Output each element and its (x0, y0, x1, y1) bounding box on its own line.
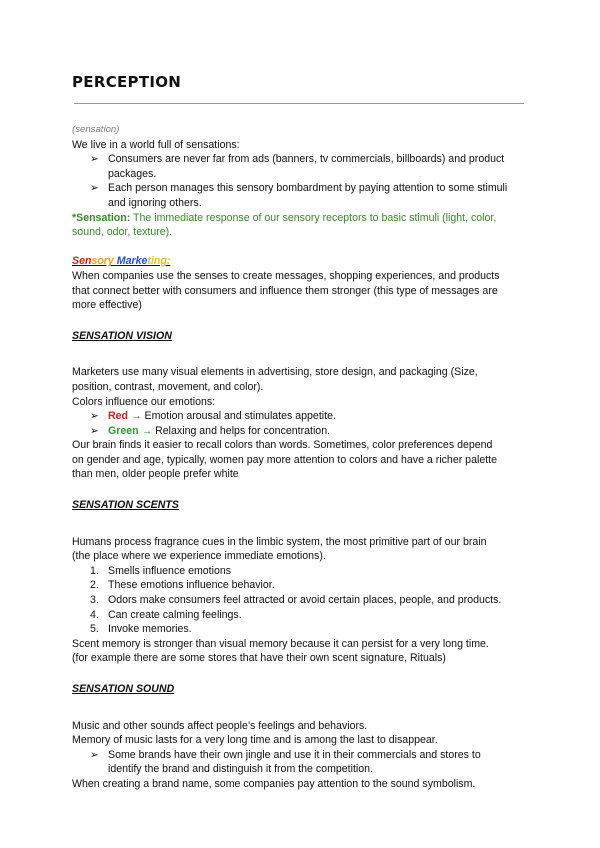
list-item (72, 564, 528, 579)
paragraph-line: that connect better with consumers and influence them stronger (this type of messages are (72, 284, 498, 297)
heading-part: Sen (72, 255, 92, 268)
list-item (72, 622, 528, 637)
right-arrow-icon: → (141, 424, 153, 437)
section-heading-sound: SENSATION SOUND (72, 683, 175, 695)
section-heading-vision: SENSATION VISION (72, 329, 172, 342)
paragraph-line: Colors influence our emotions: (72, 395, 216, 408)
right-arrow-icon: → (130, 410, 142, 423)
bullet-text: Some brands have their own jingle and use it in their commercials and stores to (108, 748, 481, 761)
paragraph-line: Humans process fragrance cues in the limbic system, the most primitive part of our brain (72, 535, 487, 548)
color-label-red: Red (108, 410, 129, 423)
paragraph-line: more effective) (72, 299, 142, 312)
paragraph-line: Music and other sounds affect people’s feelings and behaviors. (72, 719, 368, 732)
heading-part: Marke (116, 255, 148, 268)
definition (72, 211, 528, 226)
paragraph-line: Memory of music lasts for a very long time and is among the last to disappear. (72, 734, 438, 747)
document-body (72, 123, 528, 792)
color-label-green: Green (108, 424, 139, 437)
arrow-bullet-icon: ➢ (90, 748, 99, 761)
paragraph-line: When companies use the senses to create messages, shopping experiences, and products (72, 269, 500, 282)
list-text: Can create calming feelings. (108, 608, 242, 621)
arrow-bullet-icon: ➢ (90, 410, 99, 423)
list-text: These emotions influence behavior. (108, 579, 275, 592)
heading-part: ting: (147, 255, 171, 268)
paragraph-line: When creating a brand name, some companies pay attention to the sound symbolism. (72, 777, 476, 790)
section-heading-scents: SENSATION SCENTS (72, 499, 179, 512)
list-number: 3. (90, 594, 99, 607)
list-item (72, 608, 528, 623)
bullet-text: identify the brand and distinguish it from the competition. (108, 763, 373, 776)
bullet-item (72, 181, 528, 210)
paragraph-line: on gender and age, typically, women pay more attention to colors and have a richer palette (72, 453, 497, 466)
definition-text: The immediate response of our sensory receptors to basic stimuli (light, color, (130, 211, 497, 224)
bullet-text: Each person manages this sensory bombardment by paying attention to some stimuli (108, 182, 508, 195)
definition-label: *Sensation: (72, 211, 131, 224)
paragraph-line: We live in a world full of sensations: (72, 138, 240, 151)
paragraph-line: position, contrast, movement, and color). (72, 380, 264, 393)
list-number: 2. (90, 579, 99, 592)
list-text: Invoke memories. (108, 623, 192, 636)
list-number: 5. (90, 623, 99, 636)
paragraph-line: Marketers use many visual elements in advertising, store design, and packaging (Size, (72, 366, 478, 379)
bullet-text: Relaxing and helps for concentration. (155, 424, 331, 437)
bullet-text: and ignoring others. (108, 196, 202, 209)
arrow-bullet-icon: ➢ (90, 424, 99, 437)
list-number: 1. (90, 564, 99, 577)
bullet-text: Consumers are never far from ads (banners, tv commercials, billboards) and product (108, 153, 505, 166)
sensory-marketing-heading (72, 254, 528, 269)
heading-part: sory (91, 255, 114, 268)
definition-text: sound, odor, texture). (72, 226, 173, 239)
paragraph-line: (the place where we experience immediate emotions). (72, 550, 326, 563)
paragraph-line: Our brain finds it easier to recall colors than words. Sometimes, color preferences depend (72, 439, 493, 452)
arrow-bullet-icon: ➢ (90, 182, 99, 195)
list-text: Smells influence emotions (108, 564, 232, 577)
bullet-text: Emotion arousal and stimulates appetite. (144, 410, 336, 423)
bullet-text: packages. (108, 167, 157, 180)
list-number: 4. (90, 608, 99, 621)
list-item (72, 578, 528, 593)
title-divider (74, 103, 524, 104)
paragraph-line: than men, older people prefer white (72, 468, 239, 481)
page-title: PERCEPTION (72, 73, 182, 91)
bullet-item (72, 748, 528, 777)
bullet-item (72, 152, 528, 181)
list-text: Odors make consumers feel attracted or avoid certain places, people, and products. (108, 594, 502, 607)
arrow-bullet-icon: ➢ (90, 153, 99, 166)
paragraph-line: (for example there are some stores that have their own scent signature, Rituals) (72, 652, 446, 665)
list-item (72, 593, 528, 608)
section-note: (sensation) (72, 124, 120, 135)
paragraph-line: Scent memory is stronger than visual memory because it can persist for a very long time. (72, 637, 489, 650)
bullet-item-red (72, 409, 528, 424)
bullet-item-green (72, 424, 528, 439)
